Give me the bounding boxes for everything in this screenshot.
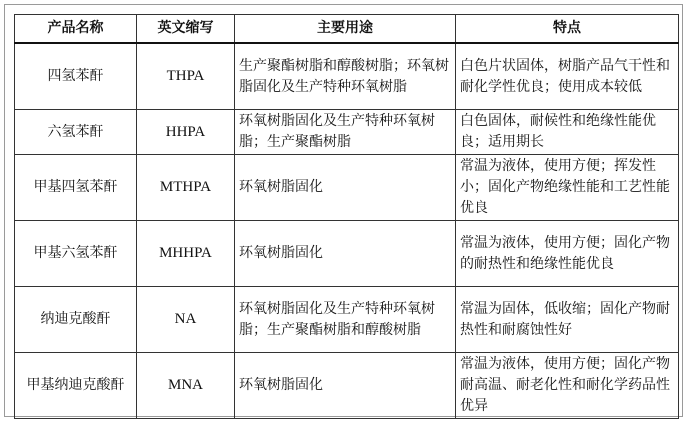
product-name-cell: 纳迪克酸酐 — [15, 287, 137, 353]
product-name-cell: 甲基六氢苯酐 — [15, 221, 137, 287]
product-name-cell: 六氢苯酐 — [15, 110, 137, 155]
header-main-use: 主要用途 — [235, 15, 456, 44]
product-name-cell: 甲基纳迪克酸酐 — [15, 353, 137, 419]
abbreviation-cell: MHHPA — [137, 221, 235, 287]
abbreviation-cell: HHPA — [137, 110, 235, 155]
main-use-cell: 环氧树脂固化 — [235, 155, 456, 221]
abbreviation-cell: NA — [137, 287, 235, 353]
header-abbreviation: 英文缩写 — [137, 15, 235, 44]
table-row — [15, 110, 679, 155]
main-use-cell: 环氧树脂固化及生产特种环氧树脂；生产聚酯树脂 — [235, 110, 456, 155]
features-cell: 常温为固体，低收缩；固化产物耐热性和耐腐蚀性好 — [456, 287, 679, 353]
table-row — [15, 155, 679, 221]
features-cell: 白色片状固体，树脂产品气干性和耐化学性优良；使用成本较低 — [456, 43, 679, 110]
features-cell: 白色固体，耐候性和绝缘性能优良；适用期长 — [456, 110, 679, 155]
features-cell: 常温为液体，使用方便；固化产物耐高温、耐老化性和耐化学药品性优异 — [456, 353, 679, 419]
table-row — [15, 43, 679, 110]
abbreviation-cell: MTHPA — [137, 155, 235, 221]
header-row — [15, 15, 679, 44]
features-cell: 常温为液体，使用方便；固化产物的耐热性和绝缘性能优良 — [456, 221, 679, 287]
table-row — [15, 353, 679, 419]
header-features: 特点 — [456, 15, 679, 44]
table-row — [15, 287, 679, 353]
table-row — [15, 221, 679, 287]
product-name-cell: 甲基四氢苯酐 — [15, 155, 137, 221]
main-use-cell: 环氧树脂固化 — [235, 353, 456, 419]
main-use-cell: 环氧树脂固化及生产特种环氧树脂；生产聚酯树脂和醇酸树脂 — [235, 287, 456, 353]
main-use-cell: 生产聚酯树脂和醇酸树脂；环氧树脂固化及生产特种环氧树脂 — [235, 43, 456, 110]
abbreviation-cell: THPA — [137, 43, 235, 110]
abbreviation-cell: MNA — [137, 353, 235, 419]
product-name-cell: 四氢苯酐 — [15, 43, 137, 110]
main-use-cell: 环氧树脂固化 — [235, 221, 456, 287]
header-product-name: 产品名称 — [15, 15, 137, 44]
anhydride-product-table — [14, 14, 679, 419]
features-cell: 常温为液体，使用方便；挥发性小；固化产物绝缘性能和工艺性能优良 — [456, 155, 679, 221]
